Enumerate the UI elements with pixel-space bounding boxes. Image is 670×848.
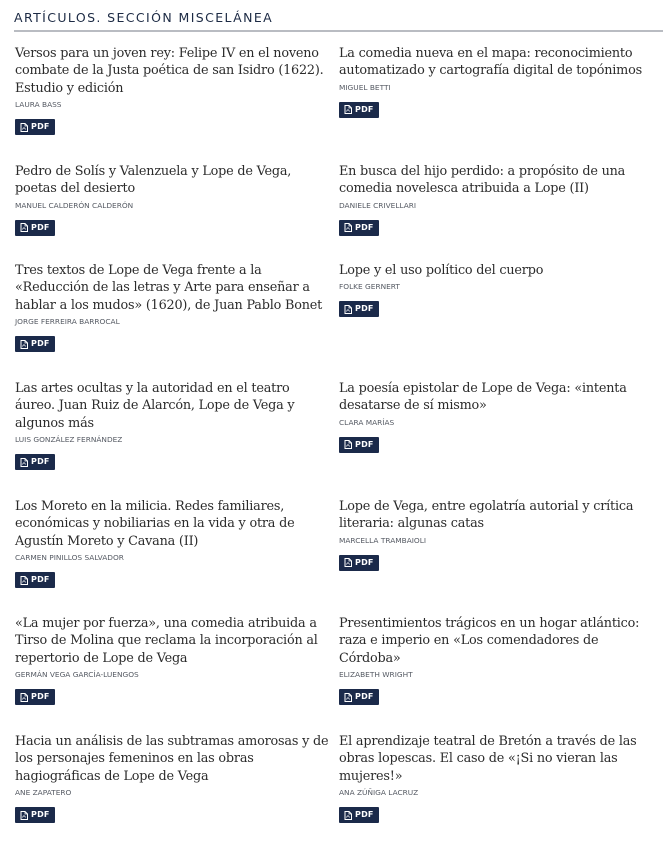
pdf-button-label: PDF bbox=[31, 222, 50, 232]
pdf-file-icon bbox=[344, 105, 352, 114]
article-author: LUIS GONZÁLEZ FERNÁNDEZ bbox=[15, 435, 123, 445]
pdf-file-icon bbox=[344, 811, 352, 820]
pdf-file-icon bbox=[20, 458, 28, 467]
article-item bbox=[15, 262, 333, 354]
pdf-download-button[interactable] bbox=[15, 119, 55, 135]
pdf-file-icon bbox=[344, 440, 352, 449]
pdf-button-label: PDF bbox=[355, 222, 374, 232]
article-author: ELIZABETH WRIGHT bbox=[339, 670, 413, 680]
article-author: MANUEL CALDERÓN CALDERÓN bbox=[15, 200, 134, 210]
pdf-download-button[interactable] bbox=[15, 807, 55, 823]
article-item bbox=[339, 380, 657, 454]
pdf-file-icon bbox=[344, 305, 352, 314]
article-item bbox=[15, 45, 333, 137]
pdf-download-button[interactable] bbox=[339, 555, 379, 571]
article-item bbox=[339, 45, 657, 119]
article-title-link[interactable]: Pedro de Solís y Valenzuela y Lope de Vega, poetas del desierto bbox=[15, 164, 292, 197]
article-title-link[interactable]: Las artes ocultas y la autoridad en el teatro áureo. Juan Ruiz de Alarcón, Lope de Vega y algunos más bbox=[15, 381, 295, 431]
pdf-button-label: PDF bbox=[31, 575, 50, 585]
article-title-link[interactable]: Los Moreto en la milicia. Redes familiares, económicas y nobiliarias en la vida y otra de Agustín Moreto y Cavana (II) bbox=[15, 499, 295, 549]
article-title-link[interactable]: Lope y el uso político del cuerpo bbox=[339, 263, 544, 278]
article-author: ANA ZÚÑIGA LACRUZ bbox=[339, 788, 419, 798]
section-header bbox=[14, 10, 663, 32]
article-title-link[interactable]: El aprendizaje teatral de Bretón a través de las obras lopescas. El caso de «¡Si no vieran las mujeres!» bbox=[339, 734, 637, 784]
article-title-link[interactable]: Versos para un joven rey: Felipe IV en el noveno combate de la Justa poética de san Isidro (1622). Estudio y edición bbox=[15, 46, 324, 96]
article-item bbox=[339, 733, 657, 825]
article-author: LAURA BASS bbox=[15, 100, 62, 110]
article-title-link[interactable]: «La mujer por fuerza», una comedia atribuida a Tirso de Molina que reclama la incorporación al repertorio de Lope de Vega bbox=[15, 616, 318, 666]
article-author: DANIELE CRIVELLARI bbox=[339, 200, 417, 210]
article-item bbox=[15, 615, 333, 707]
pdf-file-icon bbox=[20, 223, 28, 232]
article-author: CARMEN PINILLOS SALVADOR bbox=[15, 553, 124, 563]
article-title-link[interactable]: En busca del hijo perdido: a propósito de una comedia novelesca atribuida a Lope (II) bbox=[339, 164, 626, 197]
pdf-button-label: PDF bbox=[31, 122, 50, 132]
pdf-button-label: PDF bbox=[355, 692, 374, 702]
pdf-file-icon bbox=[20, 811, 28, 820]
pdf-button-label: PDF bbox=[355, 810, 374, 820]
pdf-file-icon bbox=[344, 558, 352, 567]
pdf-button-label: PDF bbox=[355, 557, 374, 567]
article-author: GERMÁN VEGA GARCÍA-LUENGOS bbox=[15, 670, 139, 680]
pdf-download-button[interactable] bbox=[15, 220, 55, 236]
pdf-file-icon bbox=[344, 693, 352, 702]
pdf-download-button[interactable] bbox=[15, 572, 55, 588]
article-item bbox=[339, 163, 657, 237]
pdf-button-label: PDF bbox=[31, 457, 50, 467]
pdf-button-label: PDF bbox=[31, 810, 50, 820]
article-item bbox=[339, 615, 657, 707]
article-author: MIGUEL BETTI bbox=[339, 82, 391, 92]
pdf-download-button[interactable] bbox=[15, 689, 55, 705]
pdf-button-label: PDF bbox=[31, 339, 50, 349]
article-item bbox=[15, 163, 333, 237]
pdf-file-icon bbox=[20, 693, 28, 702]
article-title-link[interactable]: Tres textos de Lope de Vega frente a la «Reducción de las letras y Arte para enseñar a hablar a los mudos» (1620), de Juan Pablo Bonet bbox=[15, 263, 323, 313]
article-author: CLARA MARÍAS bbox=[339, 417, 395, 427]
pdf-download-button[interactable] bbox=[339, 807, 379, 823]
pdf-download-button[interactable] bbox=[15, 454, 55, 470]
pdf-button-label: PDF bbox=[31, 692, 50, 702]
article-title-link[interactable]: Hacia un análisis de las subtramas amorosas y de los personajes femeninos en las obras hagiográficas de Lope de Vega bbox=[15, 734, 329, 784]
article-author: JORGE FERREIRA BARROCAL bbox=[15, 317, 120, 327]
article-item bbox=[339, 498, 657, 572]
pdf-file-icon bbox=[20, 340, 28, 349]
pdf-button-label: PDF bbox=[355, 304, 374, 314]
pdf-download-button[interactable] bbox=[339, 301, 379, 317]
pdf-file-icon bbox=[20, 123, 28, 132]
pdf-download-button[interactable] bbox=[339, 102, 379, 118]
pdf-button-label: PDF bbox=[355, 104, 374, 114]
article-item bbox=[15, 498, 333, 590]
article-item bbox=[15, 380, 333, 472]
article-author: FOLKE GERNERT bbox=[339, 282, 400, 292]
article-title-link[interactable]: La poesía epistolar de Lope de Vega: «intenta desatarse de sí mismo» bbox=[339, 381, 627, 414]
article-title-link[interactable]: Lope de Vega, entre egolatría autorial y crítica literaria: algunas catas bbox=[339, 499, 634, 532]
pdf-file-icon bbox=[20, 576, 28, 585]
article-title-link[interactable]: Presentimientos trágicos en un hogar atlántico: raza e imperio en «Los comendadores de Córdoba» bbox=[339, 616, 640, 666]
section-title: ARTÍCULOS. SECCIÓN MISCELÁNEA bbox=[14, 10, 274, 25]
article-author: ANE ZAPATERO bbox=[15, 788, 72, 798]
pdf-download-button[interactable] bbox=[15, 336, 55, 352]
article-item bbox=[15, 733, 333, 825]
pdf-download-button[interactable] bbox=[339, 689, 379, 705]
pdf-download-button[interactable] bbox=[339, 437, 379, 453]
article-item bbox=[339, 262, 657, 319]
article-title-link[interactable]: La comedia nueva en el mapa: reconocimiento automatizado y cartografía digital de topónimos bbox=[339, 46, 642, 79]
article-author: MARCELLA TRAMBAIOLI bbox=[339, 535, 427, 545]
pdf-file-icon bbox=[344, 223, 352, 232]
pdf-download-button[interactable] bbox=[339, 220, 379, 236]
pdf-button-label: PDF bbox=[355, 439, 374, 449]
